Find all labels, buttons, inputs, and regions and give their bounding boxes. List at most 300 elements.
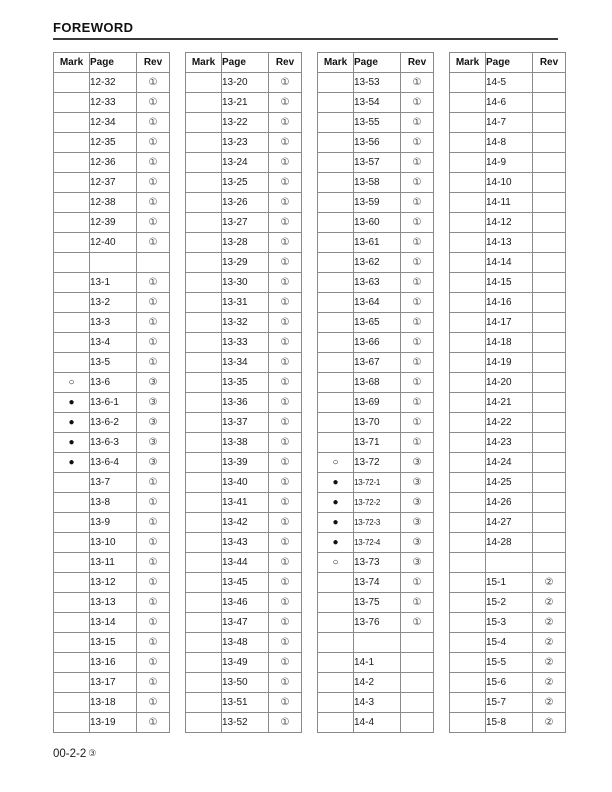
table-row — [186, 633, 302, 653]
mark-cell — [318, 613, 354, 633]
table-row — [450, 413, 566, 433]
table-row — [54, 193, 170, 213]
page-cell: 13-62 — [354, 253, 401, 273]
mark-cell — [450, 253, 486, 273]
rev-cell: ① — [137, 353, 170, 373]
page-cell: 12-35 — [90, 133, 137, 153]
table-row — [318, 533, 434, 553]
page-cell: 15-5 — [486, 653, 533, 673]
page-cell: 13-39 — [222, 453, 269, 473]
table-row — [54, 433, 170, 453]
table-row — [186, 93, 302, 113]
page-cell: 14-9 — [486, 153, 533, 173]
mark-cell — [54, 193, 90, 213]
page-cell: 13-53 — [354, 73, 401, 93]
mark-cell — [186, 433, 222, 453]
rev-cell: ① — [137, 513, 170, 533]
mark-cell — [450, 633, 486, 653]
page-cell: 13-51 — [222, 693, 269, 713]
rev-cell: ① — [137, 673, 170, 693]
page-cell: 14-26 — [486, 493, 533, 513]
page-cell: 13-6 — [90, 373, 137, 393]
table-row — [318, 413, 434, 433]
column-header-page: Page — [354, 53, 401, 73]
rev-cell: ① — [401, 113, 434, 133]
table-row — [318, 73, 434, 93]
rev-cell: ① — [137, 153, 170, 173]
table-row — [318, 593, 434, 613]
rev-cell — [533, 513, 566, 533]
mark-cell — [54, 613, 90, 633]
mark-cell: ● — [318, 533, 354, 553]
page-cell: 14-21 — [486, 393, 533, 413]
mark-cell — [450, 393, 486, 413]
mark-cell — [186, 153, 222, 173]
rev-cell — [533, 93, 566, 113]
table-row — [450, 153, 566, 173]
table-row — [450, 273, 566, 293]
mark-cell — [54, 133, 90, 153]
page-cell: 12-40 — [90, 233, 137, 253]
page-cell: 13-63 — [354, 273, 401, 293]
page-cell: 13-30 — [222, 273, 269, 293]
page-cell: 13-1 — [90, 273, 137, 293]
mark-cell — [186, 293, 222, 313]
mark-cell — [186, 653, 222, 673]
page-cell: 13-21 — [222, 93, 269, 113]
page-cell: 13-68 — [354, 373, 401, 393]
mark-cell — [54, 533, 90, 553]
footer-revision-mark: ③ — [88, 748, 97, 758]
page-cell: 13-52 — [222, 713, 269, 733]
page-cell: 13-6-3 — [90, 433, 137, 453]
table-row — [186, 153, 302, 173]
page-cell: 13-6-1 — [90, 393, 137, 413]
page-cell: 13-34 — [222, 353, 269, 373]
table-header-row — [450, 53, 566, 73]
table-row — [54, 273, 170, 293]
column-header-page: Page — [90, 53, 137, 73]
mark-cell — [318, 333, 354, 353]
rev-cell: ① — [269, 493, 302, 513]
page-cell: 13-38 — [222, 433, 269, 453]
mark-cell — [450, 153, 486, 173]
rev-cell: ① — [137, 573, 170, 593]
rev-cell: ① — [269, 173, 302, 193]
mark-cell — [450, 73, 486, 93]
mark-cell — [54, 213, 90, 233]
mark-cell — [450, 333, 486, 353]
mark-cell: ○ — [318, 453, 354, 473]
table-row — [54, 233, 170, 253]
mark-cell — [450, 613, 486, 633]
rev-cell: ③ — [401, 453, 434, 473]
mark-cell — [54, 233, 90, 253]
page-cell: 13-46 — [222, 593, 269, 613]
table-row — [54, 73, 170, 93]
mark-cell — [186, 313, 222, 333]
mark-cell — [54, 253, 90, 273]
page-cell: 14-27 — [486, 513, 533, 533]
table-row — [318, 653, 434, 673]
page-cell: 13-12 — [90, 573, 137, 593]
mark-cell — [450, 553, 486, 573]
mark-cell — [186, 133, 222, 153]
page-cell: 13-64 — [354, 293, 401, 313]
rev-cell: ① — [137, 113, 170, 133]
rev-cell: ① — [269, 293, 302, 313]
mark-cell — [186, 173, 222, 193]
table-row — [450, 453, 566, 473]
rev-cell — [533, 133, 566, 153]
mark-cell — [318, 673, 354, 693]
rev-cell: ① — [269, 93, 302, 113]
rev-cell: ① — [269, 533, 302, 553]
page-cell: 14-14 — [486, 253, 533, 273]
table-row — [450, 173, 566, 193]
rev-cell: ① — [269, 193, 302, 213]
rev-cell: ① — [137, 653, 170, 673]
page-cell: 13-13 — [90, 593, 137, 613]
page-cell: 12-38 — [90, 193, 137, 213]
table-row — [318, 93, 434, 113]
page-cell: 13-48 — [222, 633, 269, 653]
mark-cell — [450, 713, 486, 733]
table-row — [318, 373, 434, 393]
rev-cell: ① — [269, 593, 302, 613]
table-row — [186, 73, 302, 93]
table-row — [186, 573, 302, 593]
mark-cell — [54, 113, 90, 133]
page-cell: 13-72-3 — [354, 513, 401, 533]
rev-cell — [533, 213, 566, 233]
table-row — [450, 553, 566, 573]
mark-cell — [54, 553, 90, 573]
mark-cell — [186, 353, 222, 373]
page-cell: 13-24 — [222, 153, 269, 173]
mark-cell: ○ — [54, 373, 90, 393]
mark-cell — [318, 253, 354, 273]
table-row — [54, 553, 170, 573]
table-row — [318, 493, 434, 513]
column-header-rev: Rev — [533, 53, 566, 73]
rev-cell — [401, 713, 434, 733]
mark-cell — [318, 633, 354, 653]
rev-cell: ① — [269, 113, 302, 133]
mark-cell — [54, 713, 90, 733]
mark-cell — [450, 133, 486, 153]
rev-cell — [533, 193, 566, 213]
page-cell: 14-7 — [486, 113, 533, 133]
table-row — [318, 153, 434, 173]
table-row — [186, 673, 302, 693]
rev-cell: ① — [401, 133, 434, 153]
mark-cell — [186, 193, 222, 213]
mark-cell — [186, 473, 222, 493]
mark-cell — [318, 353, 354, 373]
table-row — [450, 493, 566, 513]
mark-cell — [54, 513, 90, 533]
table-row — [450, 513, 566, 533]
table-row — [450, 133, 566, 153]
table-row — [54, 93, 170, 113]
page-cell: 13-33 — [222, 333, 269, 353]
rev-cell — [533, 433, 566, 453]
page-cell: 13-17 — [90, 673, 137, 693]
rev-cell — [401, 693, 434, 713]
rev-cell: ① — [269, 393, 302, 413]
table-row — [54, 653, 170, 673]
table-row — [450, 93, 566, 113]
table-row — [450, 353, 566, 373]
mark-cell — [186, 373, 222, 393]
table-row — [318, 193, 434, 213]
page-cell: 13-19 — [90, 713, 137, 733]
table-row — [450, 653, 566, 673]
table-row — [318, 693, 434, 713]
table-row — [186, 693, 302, 713]
rev-cell: ③ — [401, 493, 434, 513]
revision-table-4 — [449, 52, 566, 733]
table-row — [450, 633, 566, 653]
table-row — [54, 373, 170, 393]
column-header-mark: Mark — [450, 53, 486, 73]
table-row — [186, 233, 302, 253]
table-row — [318, 313, 434, 333]
table-row — [318, 333, 434, 353]
page-cell: 13-43 — [222, 533, 269, 553]
page-cell: 13-36 — [222, 393, 269, 413]
revision-table-2 — [185, 52, 302, 733]
mark-cell — [54, 153, 90, 173]
rev-cell: ① — [269, 213, 302, 233]
table-row — [186, 293, 302, 313]
page-cell: 14-20 — [486, 373, 533, 393]
table-row — [186, 253, 302, 273]
rev-cell: ③ — [137, 453, 170, 473]
table-row — [186, 213, 302, 233]
rev-cell: ① — [401, 253, 434, 273]
rev-cell: ① — [269, 433, 302, 453]
table-row — [54, 113, 170, 133]
mark-cell — [186, 453, 222, 473]
table-header-row — [54, 53, 170, 73]
table-row — [450, 593, 566, 613]
mark-cell — [450, 233, 486, 253]
mark-cell — [318, 73, 354, 93]
table-row — [450, 393, 566, 413]
page-cell: 13-16 — [90, 653, 137, 673]
page-cell: 13-2 — [90, 293, 137, 313]
mark-cell: ● — [54, 433, 90, 453]
page-cell — [90, 253, 137, 273]
page-cell: 14-23 — [486, 433, 533, 453]
rev-cell: ① — [269, 693, 302, 713]
mark-cell — [318, 293, 354, 313]
table-row — [186, 393, 302, 413]
rev-cell: ① — [401, 613, 434, 633]
table-row — [54, 153, 170, 173]
rev-cell: ① — [269, 413, 302, 433]
mark-cell — [450, 573, 486, 593]
mark-cell — [54, 293, 90, 313]
page-cell: 14-28 — [486, 533, 533, 553]
rev-cell: ① — [401, 93, 434, 113]
mark-cell — [450, 453, 486, 473]
rev-cell: ① — [401, 433, 434, 453]
page-cell: 12-39 — [90, 213, 137, 233]
mark-cell — [318, 213, 354, 233]
mark-cell — [450, 213, 486, 233]
rev-cell: ③ — [137, 373, 170, 393]
column-header-page: Page — [222, 53, 269, 73]
page-cell: 13-74 — [354, 573, 401, 593]
page-cell: 12-36 — [90, 153, 137, 173]
page-cell: 13-56 — [354, 133, 401, 153]
mark-cell: ● — [318, 493, 354, 513]
page-cell: 13-61 — [354, 233, 401, 253]
page-cell: 14-2 — [354, 673, 401, 693]
mark-cell — [450, 113, 486, 133]
page-cell: 14-25 — [486, 473, 533, 493]
rev-cell: ① — [401, 373, 434, 393]
mark-cell — [318, 113, 354, 133]
page-cell: 13-22 — [222, 113, 269, 133]
page-cell: 13-71 — [354, 433, 401, 453]
mark-cell — [450, 173, 486, 193]
page-cell: 13-60 — [354, 213, 401, 233]
table-row — [186, 653, 302, 673]
rev-cell — [533, 293, 566, 313]
table-row — [318, 713, 434, 733]
page-cell: 13-57 — [354, 153, 401, 173]
table-row — [186, 413, 302, 433]
page-cell: 13-73 — [354, 553, 401, 573]
column-header-mark: Mark — [318, 53, 354, 73]
table-row — [186, 313, 302, 333]
table-row — [450, 613, 566, 633]
page-cell: 13-37 — [222, 413, 269, 433]
page-cell: 13-14 — [90, 613, 137, 633]
rev-cell: ① — [269, 253, 302, 273]
mark-cell — [186, 673, 222, 693]
rev-cell: ③ — [137, 413, 170, 433]
table-row — [54, 293, 170, 313]
rev-cell — [533, 393, 566, 413]
table-row — [186, 273, 302, 293]
rev-cell: ① — [401, 313, 434, 333]
table-row — [318, 273, 434, 293]
mark-cell — [318, 133, 354, 153]
table-row — [318, 293, 434, 313]
page-cell: 12-37 — [90, 173, 137, 193]
column-header-rev: Rev — [401, 53, 434, 73]
page-cell: 14-16 — [486, 293, 533, 313]
table-row — [450, 233, 566, 253]
page-cell: 14-17 — [486, 313, 533, 333]
page-cell: 13-6-2 — [90, 413, 137, 433]
mark-cell — [318, 313, 354, 333]
table-row — [450, 73, 566, 93]
rev-cell: ① — [137, 133, 170, 153]
mark-cell — [186, 93, 222, 113]
mark-cell — [450, 433, 486, 453]
page-cell: 13-47 — [222, 613, 269, 633]
page-cell: 13-8 — [90, 493, 137, 513]
table-row — [54, 213, 170, 233]
mark-cell — [186, 693, 222, 713]
rev-cell: ② — [533, 633, 566, 653]
page-cell: 12-32 — [90, 73, 137, 93]
table-row — [450, 253, 566, 273]
rev-cell: ① — [137, 293, 170, 313]
page-cell: 13-66 — [354, 333, 401, 353]
rev-cell: ② — [533, 653, 566, 673]
table-row — [450, 113, 566, 133]
rev-cell: ③ — [401, 553, 434, 573]
page-cell: 13-5 — [90, 353, 137, 373]
page-cell: 13-11 — [90, 553, 137, 573]
rev-cell: ① — [269, 513, 302, 533]
mark-cell — [186, 533, 222, 553]
table-row — [186, 373, 302, 393]
rev-cell: ① — [401, 333, 434, 353]
page-footer — [53, 748, 96, 760]
mark-cell — [318, 233, 354, 253]
table-row — [186, 433, 302, 453]
mark-cell — [54, 313, 90, 333]
page-title: FOREWORD — [53, 20, 134, 35]
table-row — [186, 553, 302, 573]
mark-cell — [318, 373, 354, 393]
page-cell: 14-19 — [486, 353, 533, 373]
page-cell: 13-20 — [222, 73, 269, 93]
rev-cell: ① — [137, 193, 170, 213]
mark-cell — [54, 593, 90, 613]
table-row — [318, 513, 434, 533]
page-cell: 13-42 — [222, 513, 269, 533]
rev-cell: ① — [401, 593, 434, 613]
column-header-rev: Rev — [137, 53, 170, 73]
mark-cell — [54, 673, 90, 693]
page-cell: 13-25 — [222, 173, 269, 193]
table-row — [450, 333, 566, 353]
table-row — [54, 713, 170, 733]
table-row — [450, 673, 566, 693]
rev-cell: ① — [401, 173, 434, 193]
rev-cell: ① — [137, 593, 170, 613]
table-row — [54, 533, 170, 553]
rev-cell: ① — [269, 613, 302, 633]
rev-cell: ① — [269, 573, 302, 593]
table-row — [54, 453, 170, 473]
table-row — [186, 713, 302, 733]
table-row — [318, 253, 434, 273]
rev-cell: ① — [269, 453, 302, 473]
table-row — [54, 133, 170, 153]
rev-cell — [401, 633, 434, 653]
mark-cell — [54, 273, 90, 293]
rev-cell: ① — [401, 273, 434, 293]
rev-cell: ① — [401, 573, 434, 593]
column-header-page: Page — [486, 53, 533, 73]
mark-cell — [318, 173, 354, 193]
page-cell: 12-34 — [90, 113, 137, 133]
page-cell: 13-72-4 — [354, 533, 401, 553]
rev-cell — [533, 333, 566, 353]
page-cell: 14-3 — [354, 693, 401, 713]
table-header-row — [186, 53, 302, 73]
